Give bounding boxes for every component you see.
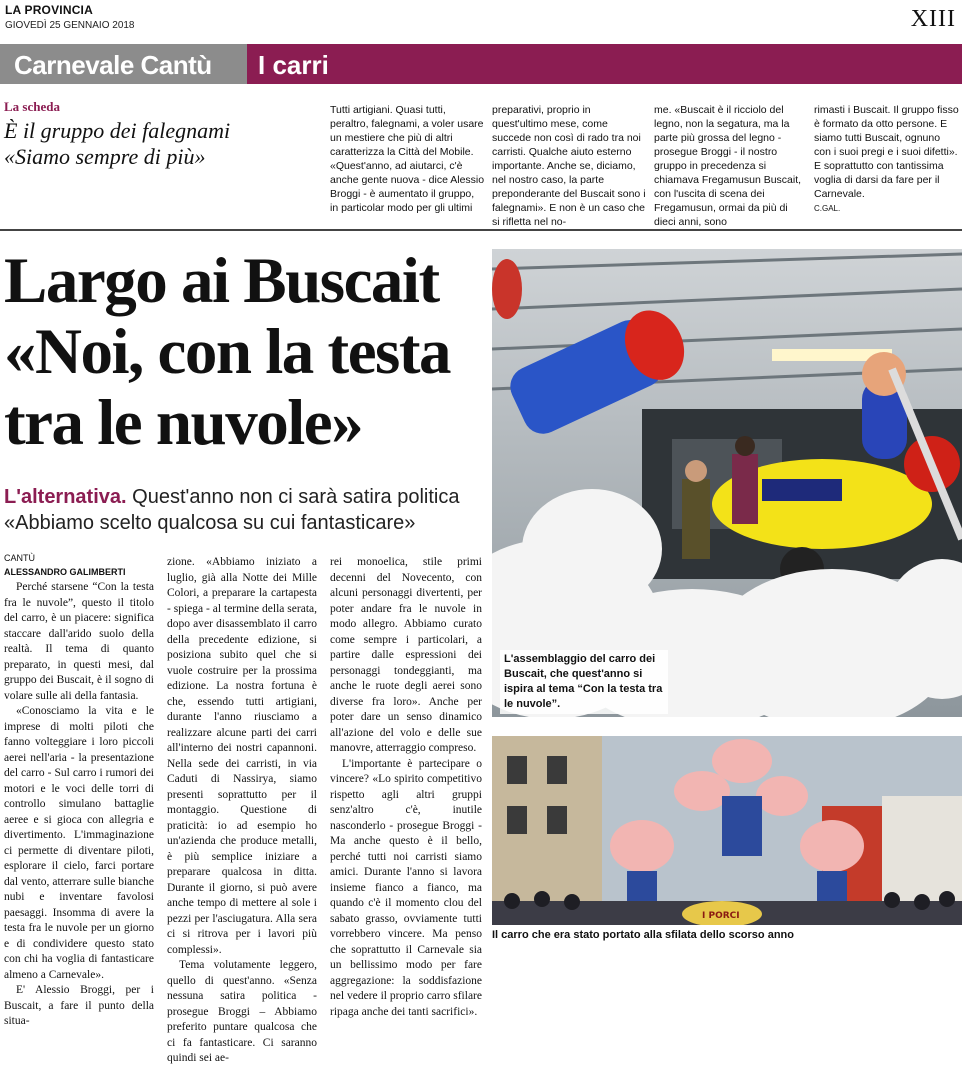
section-label: Carnevale Cantù [14, 50, 212, 80]
paragraph: zione. «Abbiamo iniziato a luglio, già alla Notte dei Mille Colori, a preparare la cartapesta - spiega - al termine della serata, dopo aver disassemblato il carro della precedente edizione, si posiziona subito quel che si vuole costruire per la prossima edizione. La nostra fortuna è che, essendo tutti artigiani, durante l'anno riusciamo a realizzare alcune parti dei carri all'interno dei nostri capannoni. Nella sede dei carristi, in via Caduti di Nassirya, siamo presenti soprattutto per il montaggio. Questione di praticità: io ad esempio ho un'azienda che produce metalli, è più semplice iniziare a preparare qualcosa in ditta. Durante il giorno, si può avere anche tempo di mettere al sole i pezzi per l'asciugatura. Alla sera ci si ritrova per i lavori più complessi». [167, 556, 317, 956]
scheda-column-3: me. «Buscait è il ricciolo del legno, non la segatura, ma la parte più grossa del legno - prosegue Broggi - il nostro gruppo in precedenza si chiamava Fregamusun Buscait, con l'uscita di scena dei Fregamusun, ormai da più di dieci anni, sono [654, 104, 802, 228]
section-band-right [247, 44, 962, 84]
scheda-column-2: preparativi, proprio in quest'ultimo mese, come succede non così di rado tra noi carristi. Qualche aiuto esterno importante. Anche se, diciamo, nel nostro caso, la parte preponderante del Buscait sono i falegnami». E non è un caso che si rifletta nel no- [492, 104, 646, 228]
scheda-column-1: Tutti artigiani. Quasi tutti, peraltro, falegnami, a voler usare un mestiere che più di altri caratterizza la Città del Mobile. «Quest'anno, ad aiutarci, c'è anche gente nuova - dice Alessio Broggi - è aumentato il gruppo, in particolar modo per gli ultimi [330, 104, 485, 214]
masthead-name: LA PROVINCIA [5, 3, 93, 17]
float-assembly-illustration [492, 249, 962, 717]
paragraph: «Conosciamo la vita e le imprese di molti piloti che fanno volteggiare i loro piccoli aerei nell'aria - la presentazione del carro - Sul carro i rumori dei motori e le voci delle torri di controllo simulano battaglie aeree e si gioca con allegria e divertimento. L'immaginazione ci permette di diventare piloti, esplorare il cielo, farci portare dal vento, atterrare sulle bianche nubi e inventare favolosi paesaggi. Insomma di avere la testa fra le nuvole per un giorno e di condividere questo stato con chi ha voglia di fantasticare almeno a Carnevale». [4, 705, 154, 981]
photo-caption-1: L'assemblaggio del carro dei Buscait, che quest'anno si ispira al tema “Con la testa tra le nuvole”. [500, 650, 668, 714]
masthead-date: GIOVEDÌ 25 GENNAIO 2018 [5, 20, 135, 31]
scheda-label: La scheda [4, 99, 60, 114]
paragraph: L'importante è partecipare o vincere? «Lo spirito competitivo rispetto agli altri gruppi senz'altro c'è, inutile nasconderlo - prosegue Broggi - Ma anche questo è il bello, perché tutti noi carristi siamo amici. Durante l'anno si lavora insieme fianco a fianco, ma quando c'è il momento clou del sabato grasso, ovviamente tutti vorrebbero vincere. Ma penso che soprattutto il Carnevale sia un bellissimo modo per fare aggregazione: la soddisfazione nel vedere il proprio carro sfilare ripaga anche dei tanti sacrifici». [330, 757, 482, 1018]
paragraph: Perché starsene “Con la testa fra le nuvole”, questo il titolo del carro, è un piacere: significa staccare dall'arido suolo della realtà. Il tema di quanto preparato, in questi mesi, dal gruppo dei Buscait, è il sogno di volare sulle ali della fantasia. [4, 581, 154, 702]
photo-caption-2: Il carro che era stato portato alla sfilata dello scorso anno [492, 929, 794, 941]
article-headline: Largo ai Buscait «Noi, con la testa tra le nuvole» [4, 245, 450, 459]
paragraph: E' Alessio Broggi, per i Buscait, a fare il punto della situa- [4, 984, 154, 1027]
paragraph: Tema volutamente leggero, quello di quest'anno. «Senza nessuna satira politica - prosegue Broggi – Abbiamo preferito puntare qualcosa che ci fa fantasticare. Ci saranno quindi sei ae- [167, 959, 317, 1064]
page-number: XIII [910, 6, 956, 32]
scheda-column-4 [814, 103, 959, 216]
scheda-signature: C.GAL. [814, 204, 841, 213]
body-column-1 [4, 580, 154, 1030]
top-divider [0, 229, 962, 231]
last-year-float-photo [492, 736, 962, 925]
section-sub: I carri [258, 50, 329, 80]
float-sign-text: I PORCI [702, 911, 740, 921]
scheda-column-4-text: rimasti i Buscait. Il gruppo fisso è formato da otto persone. E siamo tutti Buscait, ognuno con i suoi pregi e i suoi difetti». E soprattutto con tantissima voglia di darsi da fare per il Carnevale. [814, 104, 959, 200]
kicker-text: Quest'anno non ci sarà satira politica «Abbiamo scelto qualcosa su cui fantasticare» [4, 486, 460, 534]
article-kicker [4, 484, 488, 536]
float-assembly-photo [492, 249, 962, 717]
body-column-2 [167, 555, 317, 1067]
article-author: ALESSANDRO GALIMBERTI [4, 567, 126, 577]
article-dateline: CANTÙ [4, 553, 35, 563]
body-column-3 [330, 555, 482, 1020]
scheda-title: È il gruppo dei falegnami «Siamo sempre di più» [4, 118, 231, 169]
paragraph: rei monoelica, stile primi decenni del Novecento, con alcuni personaggi divertenti, per poter andare fra le nuvole in modo allegro. Abbiamo curato come sempre i particolari, a partire dalle espressioni dei personaggi tondeggianti, ma anche le ruote degli aerei sono diverse fra loro». Anche per poter dare un senso dinamico all'azione del volo e delle sue manovre, atterraggio compreso. [330, 556, 482, 754]
parade-illustration [492, 736, 962, 925]
kicker-lead: L'alternativa. [4, 486, 127, 508]
